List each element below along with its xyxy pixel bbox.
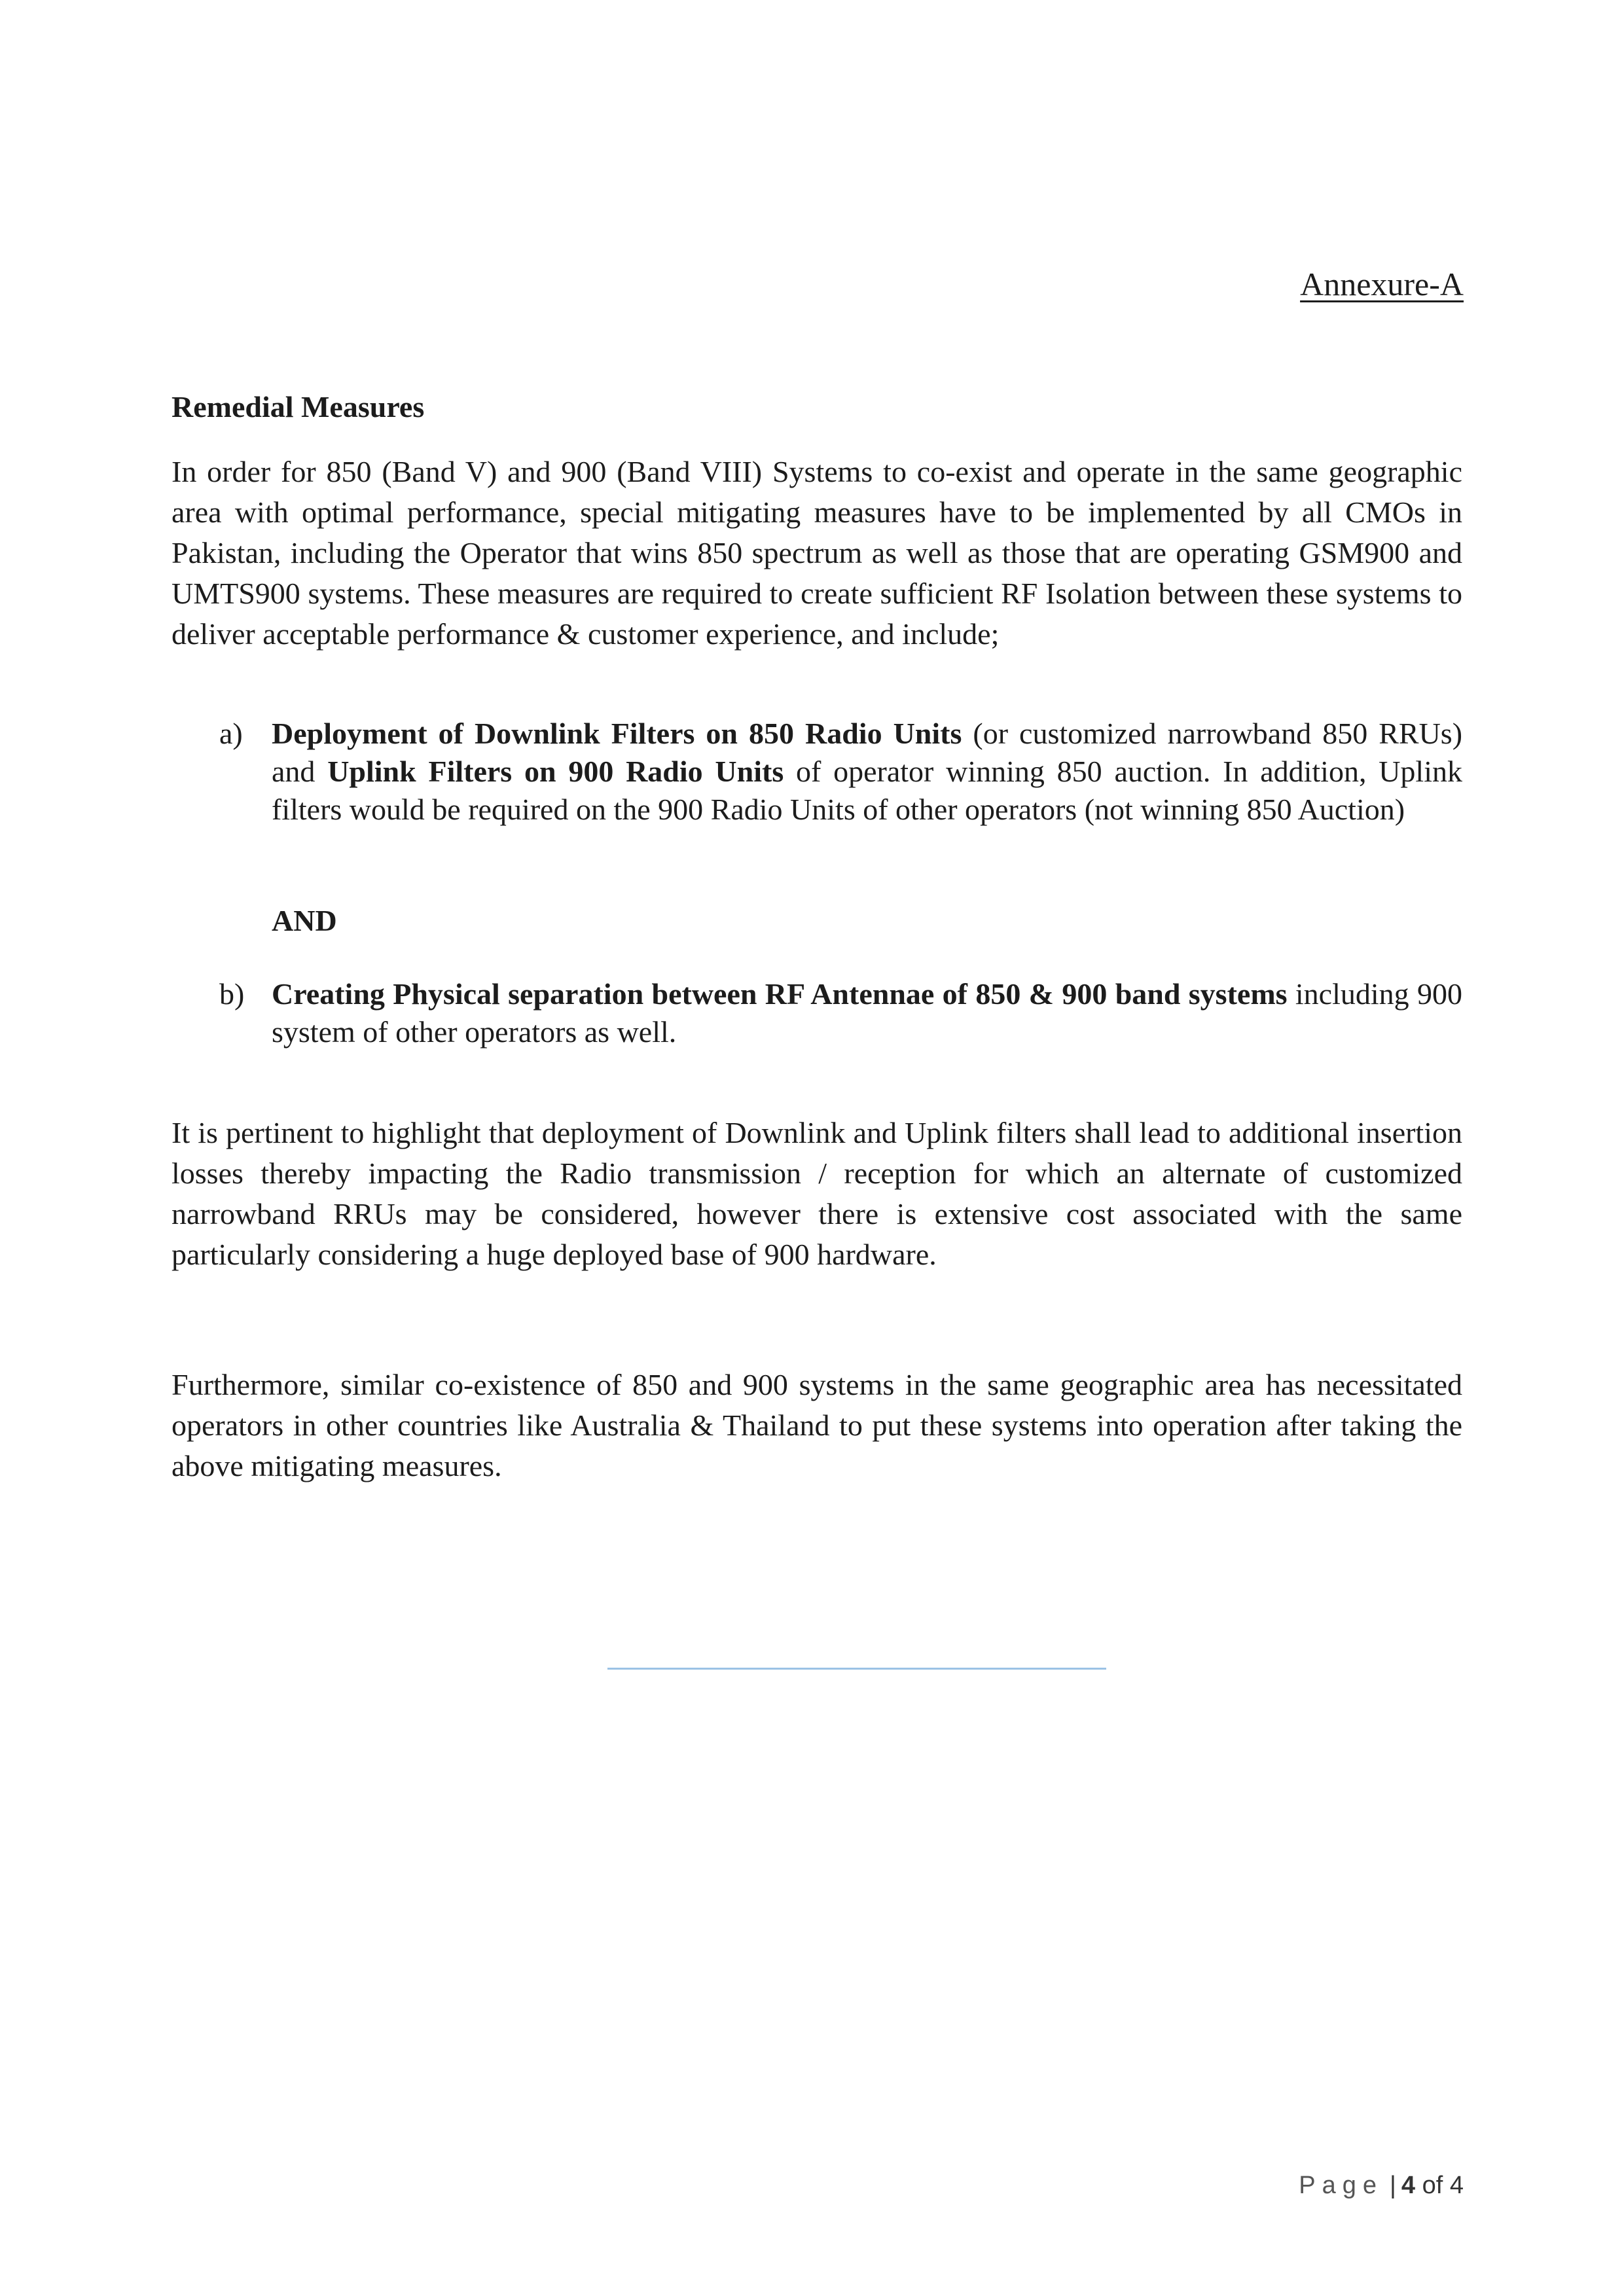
list-item-b	[219, 975, 1462, 1051]
footer-separator: |	[1390, 2172, 1396, 2199]
list-item-a-body	[272, 715, 1462, 829]
section-heading: Remedial Measures	[171, 390, 425, 423]
annexure-title: Annexure-A	[1300, 266, 1464, 302]
list-marker-a: a)	[219, 717, 243, 750]
page-footer	[1299, 2172, 1464, 2200]
list-item-a-text-1: (or customized narrowband 850 RRUs) and	[272, 717, 1463, 788]
and-conjunction: AND	[272, 904, 337, 937]
intro-paragraph: In order for 850 (Band V) and 900 (Band VIII) Systems to co-exist and operate in the same geographic area with optimal performance, special mitigating measures have to be implemented by all CMOs in Pakistan, including the Operator that wins 850 spectrum as well as those that are operating GSM900 and UMTS900 systems. These measures are required to create sufficient RF Isolation between these systems to deliver acceptable performance & customer experience, and include;	[171, 455, 1462, 651]
list-item-b-bold-1: Creating Physical separation between RF Antennae of 850 & 900 band systems	[272, 977, 1288, 1011]
list-item-a	[219, 715, 1462, 829]
filters-paragraph: It is pertinent to highlight that deployment of Downlink and Uplink filters shall lead to additional insertion losses thereby impacting the Radio transmission / reception for which an alternate of customized narrowband RRUs may be considered, however there is extensive cost associated with the same particularly considering a huge deployed base of 900 hardware.	[171, 1116, 1462, 1271]
list-item-a-bold-2: Uplink Filters on 900 Radio Units	[327, 755, 784, 788]
list-item-a-text-2: of operator winning 850 auction. In addition, Uplink filters would be required on the 900 Radio Units of other operators (not winning 850 Auction)	[272, 755, 1462, 826]
end-rule-divider	[607, 1668, 1106, 1670]
coexistence-paragraph: Furthermore, similar co-existence of 850 and 900 systems in the same geographic area has necessitated operators in other countries like Australia & Thailand to put these systems into operation after taking the above mitigating measures.	[171, 1368, 1462, 1482]
footer-page-total: of 4	[1415, 2172, 1464, 2199]
footer-page-label: Page	[1299, 2172, 1384, 2199]
list-marker-b: b)	[219, 977, 245, 1011]
list-item-a-bold-1: Deployment of Downlink Filters on 850 Radio Units	[272, 717, 962, 750]
list-item-b-body	[272, 975, 1462, 1051]
list-item-b-text-1: including 900 system of other operators as well.	[272, 977, 1462, 1049]
footer-page-number: 4	[1401, 2172, 1416, 2199]
